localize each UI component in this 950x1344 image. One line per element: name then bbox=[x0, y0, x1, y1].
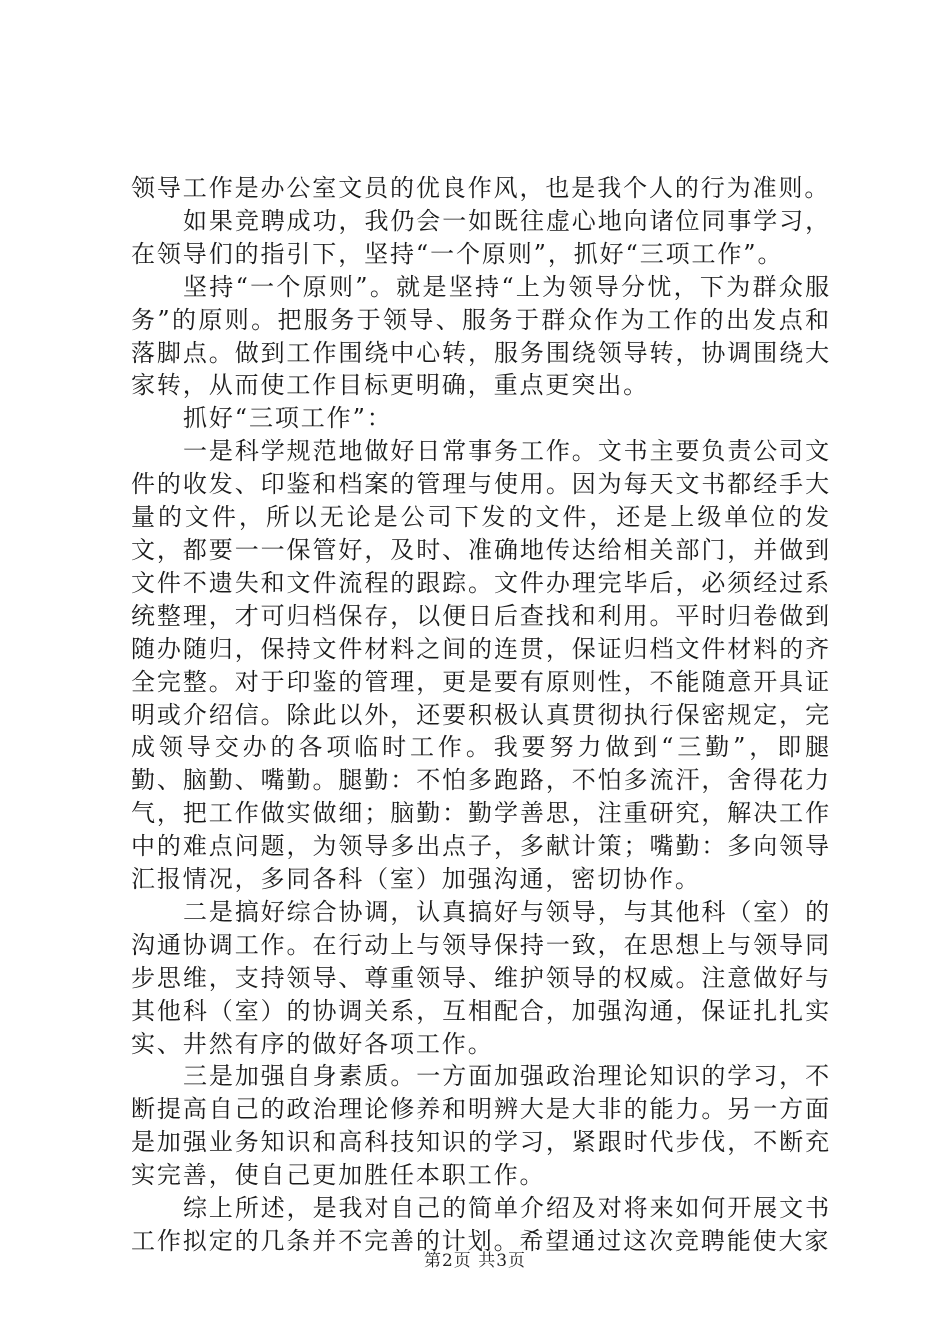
paragraph-continuation: 领导工作是办公室文员的优良作风，也是我个人的行为准则。 bbox=[131, 174, 831, 202]
paragraph-task-two: 二是搞好综合协调，认真搞好与领导，与其他科（室）的沟通协调工作。在行动上与领导保持一致，在思想上与领导同步思维，支持领导、尊重领导、维护领导的权威。注意做好与其他科（室）的协调关系，互相配合，加强沟通，保证扎扎实实、井然有序的做好各项工作。 bbox=[131, 897, 831, 1058]
document-body bbox=[131, 172, 831, 1258]
paragraph-three-tasks-heading: 抓好“三项工作”： bbox=[183, 404, 393, 433]
paragraph-one-principle: 坚持“一个原则”。就是坚持“上为领导分忧，下为群众服务”的原则。把服务于领导、服务于群众作为工作的出发点和落脚点。做到工作围绕中心转，服务围绕领导转，协调围绕大家转，从而使工作目标更明确，重点更突出。 bbox=[131, 272, 831, 400]
paragraph-commitment: 如果竞聘成功，我仍会一如既往虚心地向诸位同事学习，在领导们的指引下，坚持“一个原则”，抓好“三项工作”。 bbox=[131, 206, 831, 268]
page-number-footer: 第2页 共3页 bbox=[423, 1251, 527, 1271]
paragraph-task-one: 一是科学规范地做好日常事务工作。文书主要负责公司文件的收发、印鉴和档案的管理与使用。因为每天文书都经手大量的文件，所以无论是公司下发的文件，还是上级单位的发文，都要一一保管好，及时、准确地传达给相关部门，并做到文件不遗失和文件流程的跟踪。文件办理完毕后，必须经过系统整理，才可归档保存，以便日后查找和利用。平时归卷做到随办随归，保持文件材料之间的连贯，保证归档文件材料的齐全完整。对于印鉴的管理，更是要有原则性，不能随意开具证明或介绍信。除此以外，还要积极认真贯彻执行保密规定，完成领导交办的各项临时工作。我要努力做到“三勤”，即腿勤、脑勤、嘴勤。腿勤：不怕多跑路，不怕多流汗，舍得花力气，把工作做实做细；脑勤：勤学善思，注重研究，解决工作中的难点问题，为领导多出点子，多献计策；嘴勤：多向领导汇报情况，多同各科（室）加强沟通，密切协作。 bbox=[131, 437, 831, 894]
paragraph-task-three: 三是加强自身素质。一方面加强政治理论知识的学习，不断提高自己的政治理论修养和明辨大是大非的能力。另一方面是加强业务知识和高科技知识的学习，紧跟时代步伐，不断充实完善，使自己更加胜任本职工作。 bbox=[131, 1062, 831, 1190]
paragraph-summary: 综上所述，是我对自己的简单介绍及对将来如何开展文书工作拟定的几条并不完善的计划。希望通过这次竞聘能使大家 bbox=[131, 1194, 831, 1255]
